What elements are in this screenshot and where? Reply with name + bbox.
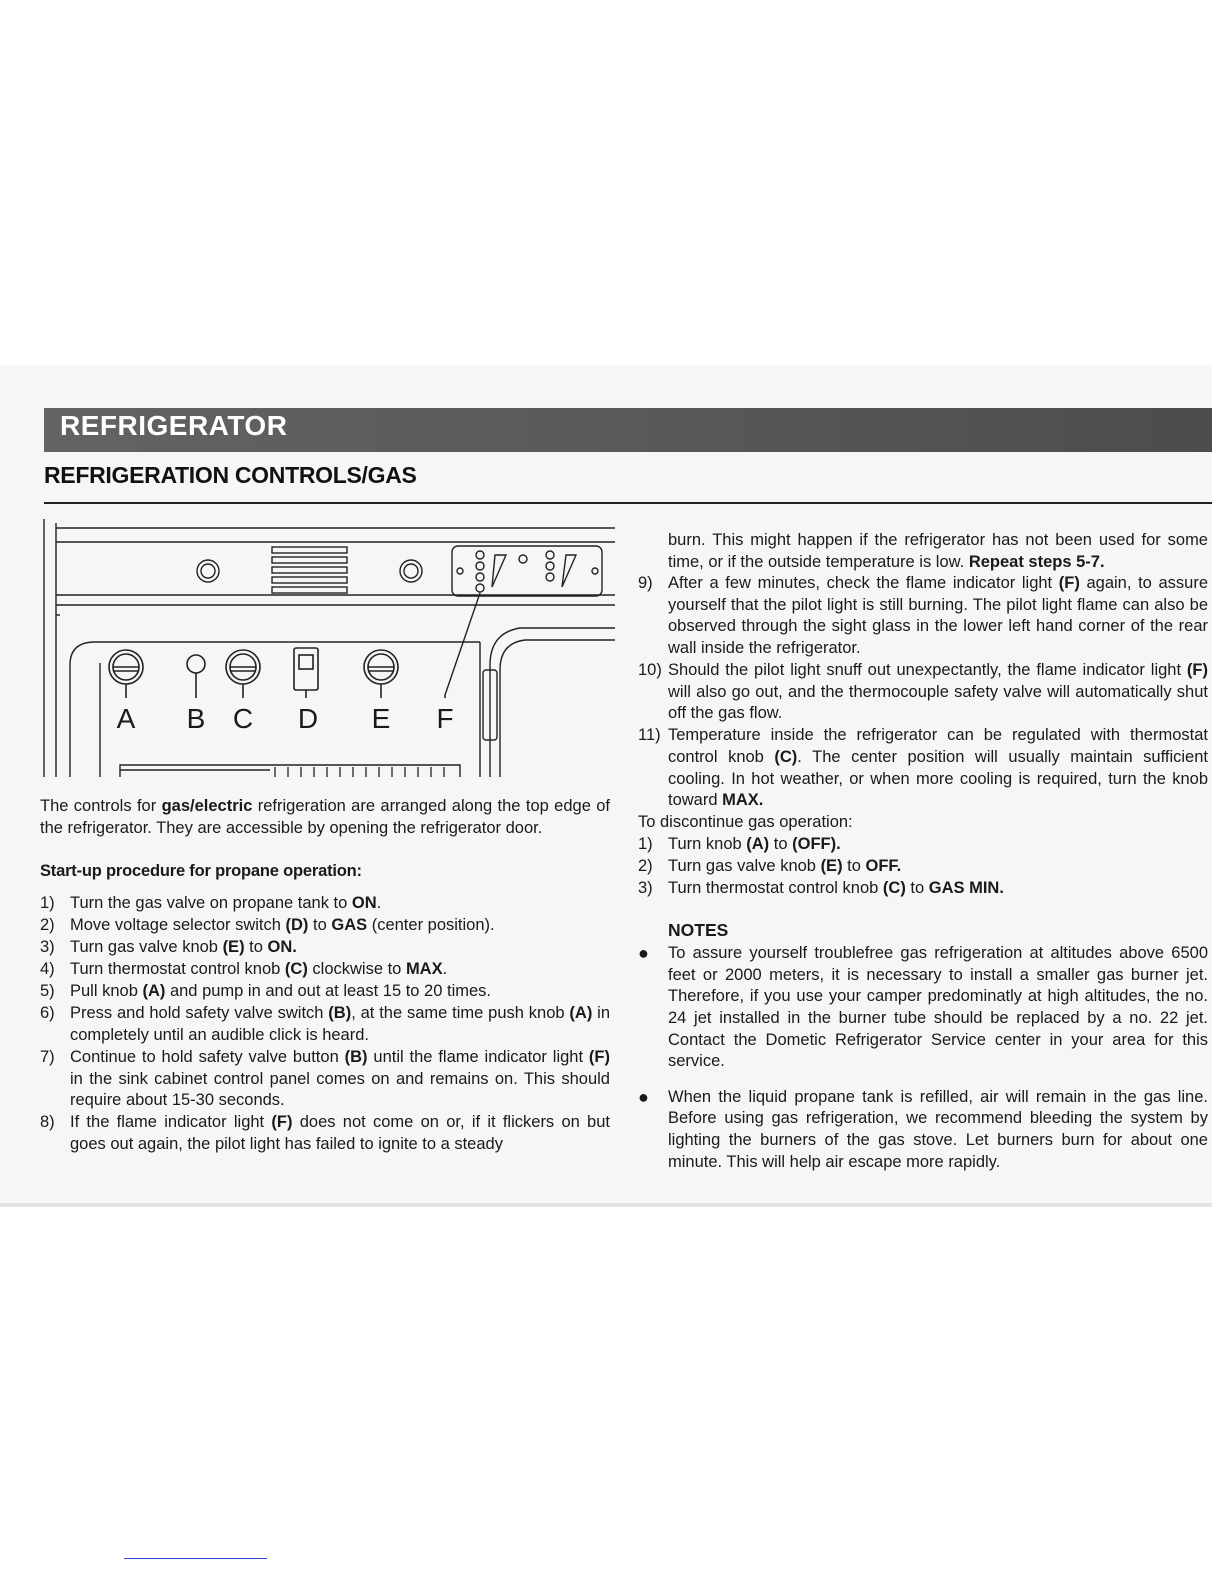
emphasis-text: (C)	[774, 747, 798, 766]
step-item	[40, 1003, 610, 1046]
emphasis-text: (B)	[344, 1047, 368, 1066]
refrigerator-controls-diagram	[40, 515, 620, 785]
body-text: will also go out, and the thermocouple safety valve will automatically shut off the gas flow.	[668, 682, 1208, 723]
bullet-icon: ●	[638, 943, 649, 964]
step-item	[40, 981, 610, 1003]
body-text: to	[905, 879, 929, 897]
emphasis-text: (C)	[284, 960, 308, 979]
footer-link-line	[124, 1558, 267, 1559]
body-text: Turn thermostat control knob	[668, 879, 883, 897]
body-text: Move voltage selector switch	[70, 915, 286, 934]
body-text: After a few minutes, check the flame indicator light	[668, 574, 1059, 593]
step-item	[40, 915, 610, 937]
emphasis-text: (D)	[285, 915, 309, 934]
startup-heading: Start-up procedure for propane operation:	[40, 862, 362, 881]
body-text: to	[842, 856, 866, 875]
step-text	[70, 959, 610, 981]
note-text: To assure yourself troublefree gas refrigeration at altitudes above 6500 feet or 2000 meters, it is necessary to install a smaller gas burner jet. Therefore, if you use your camper predominatly at high altitudes, the no. 24 jet installed in the burner tube should be replaced by a no. 22 jet. Contact the Dometic Refrigerator Service center in your area for this service.	[668, 944, 1208, 1071]
startup-steps-continued-list	[638, 573, 1208, 812]
intro-paragraph: The controls for gas/electric refrigeration are arranged along the top edge of the refrigerator. They are accessible by opening the refrigerator door.	[40, 797, 611, 837]
step-text	[668, 878, 1208, 900]
body-text: to	[769, 834, 793, 853]
emphasis-text: ON	[351, 893, 377, 912]
page-title: REFRIGERATION CONTROLS/GAS	[44, 462, 417, 488]
emphasis-text: (C)	[882, 879, 906, 897]
emphasis-text: Repeat steps 5-7.	[968, 552, 1105, 571]
body-text: in completely until an audible click is heard.	[70, 1004, 610, 1044]
emphasis-text: (A)	[569, 1004, 593, 1023]
body-text: in the sink cabinet control panel comes on and remains on. This should require about 15-30 seconds.	[70, 1069, 610, 1110]
emphasis-text: (A)	[142, 982, 166, 1001]
step-text	[70, 981, 610, 1003]
body-text: . The center position will usually maintain sufficient cooling. In hot weather, or when more cooling is required, turn the knob toward	[668, 747, 1208, 810]
notes-title: NOTES	[668, 919, 729, 940]
emphasis-text: (E)	[222, 937, 245, 956]
body-text: Continue to hold safety valve button	[70, 1047, 345, 1066]
body-text: does not come on or, if it flickers on but goes out again, the pilot light has failed to ignite to a steady	[70, 1113, 610, 1153]
label-b: B	[186, 703, 206, 734]
step-number: 11)	[638, 726, 661, 745]
body-text: Should the pilot light snuff out unexpectantly, the flame indicator light	[668, 661, 1187, 680]
discontinue-heading: To discontinue gas operation:	[638, 813, 853, 832]
step-number: 1)	[638, 834, 653, 853]
body-text: Temperature inside the refrigerator can be regulated with thermostat control knob	[668, 726, 1208, 766]
step-number: 9)	[638, 574, 653, 593]
body-text: to	[244, 937, 268, 956]
body-text: If the flame indicator light	[70, 1113, 272, 1132]
step-text	[70, 915, 610, 937]
discontinue-steps-list	[638, 834, 1208, 900]
emphasis-text: (B)	[328, 1004, 352, 1023]
note-item	[638, 943, 1208, 1073]
step-number: 5)	[40, 982, 55, 1001]
step-item	[638, 725, 1208, 811]
step-item	[40, 1047, 610, 1112]
banner-title: REFRIGERATOR	[60, 410, 288, 441]
note-text: When the liquid propane tank is refilled, air will remain in the gas line. Before using gas refrigeration, we recommend bleeding the system by lighting the burners of the gas stove. Let burners burn for about one minute. This will help air escape more rapidly.	[668, 1087, 1208, 1171]
step-text	[668, 573, 1208, 659]
step-item	[40, 1112, 610, 1155]
emphasis-text: (A)	[746, 834, 770, 853]
step-number: 6)	[40, 1004, 55, 1023]
body-text: until the flame indicator light	[367, 1047, 589, 1066]
step-number: 7)	[40, 1047, 55, 1066]
body-text: Turn gas valve knob	[668, 856, 821, 875]
step-item	[638, 573, 1208, 659]
step-number: 8)	[40, 1113, 55, 1132]
step-text	[668, 834, 1208, 856]
body-text: , at the same time push knob	[351, 1004, 570, 1023]
body-text: Turn thermostat control knob	[70, 960, 285, 979]
body-text: .	[442, 960, 448, 979]
step-text	[70, 893, 610, 915]
emphasis-text: (F)	[1186, 661, 1208, 680]
body-text: and pump in and out at least 15 to 20 times.	[165, 982, 492, 1001]
emphasis-text: GAS MIN.	[928, 879, 1004, 897]
note-item	[638, 1087, 1208, 1173]
emphasis-text: MAX.	[722, 791, 764, 810]
step-item	[638, 856, 1208, 878]
emphasis-text: MAX	[405, 960, 443, 979]
body-text: Pull knob	[70, 982, 143, 1001]
bullet-icon: ●	[638, 1086, 649, 1107]
step-number: 1)	[40, 893, 55, 912]
emphasis-text: (OFF).	[792, 834, 841, 853]
step-number: 4)	[40, 960, 55, 979]
step-text	[668, 725, 1208, 811]
label-e: E	[371, 703, 391, 734]
step-text	[70, 1003, 610, 1046]
step-number: 2)	[638, 856, 653, 875]
label-a: A	[116, 703, 136, 734]
emphasis-text: (E)	[820, 856, 843, 875]
body-text: Turn gas valve knob	[70, 937, 223, 956]
step-item	[638, 834, 1208, 856]
step-number: 2)	[40, 915, 55, 934]
body-text: Turn the gas valve on propane tank to	[70, 893, 352, 912]
title-rule	[44, 502, 1212, 504]
emphasis-text: GAS	[331, 915, 368, 934]
step-item	[40, 893, 610, 915]
right-column	[638, 530, 1208, 1187]
body-text: clockwise to	[307, 960, 406, 979]
step-number: 10)	[638, 661, 662, 680]
body-text: to	[308, 915, 332, 934]
emphasis-text: (F)	[271, 1113, 293, 1132]
step-item	[638, 660, 1208, 725]
notes-list	[638, 943, 1208, 1173]
left-column	[40, 796, 610, 1156]
step-text	[70, 1112, 610, 1155]
body-text: again, to assure yourself that the pilot light is still burning. The pilot light flame can also be observed through the sight glass in the lower left hand corner of the rear wall inside the refrigerator.	[668, 574, 1208, 657]
step-8-continuation	[668, 530, 1208, 573]
step-text	[668, 660, 1208, 725]
scan-edge	[0, 1203, 1212, 1207]
body-text: Turn knob	[668, 834, 747, 853]
label-d: D	[297, 703, 319, 734]
startup-steps-list	[40, 893, 610, 1156]
step-item	[40, 959, 610, 981]
emphasis-text: (F)	[1058, 574, 1080, 593]
step-item	[40, 937, 610, 959]
step-text	[70, 937, 610, 959]
label-f: F	[436, 703, 454, 734]
label-c: C	[232, 703, 254, 734]
step-number: 3)	[638, 879, 653, 897]
step-text	[70, 1047, 610, 1112]
body-text: Press and hold safety valve switch	[70, 1004, 329, 1023]
body-text: (center position).	[367, 915, 495, 934]
body-text: burn. This might happen if the refrigerator has not been used for some time, or if the outside temperature is low.	[668, 531, 1208, 571]
step-item	[638, 878, 1208, 900]
step-number: 3)	[40, 937, 55, 956]
step-text	[668, 856, 1208, 878]
emphasis-text: ON.	[267, 937, 297, 956]
emphasis-text: (F)	[588, 1047, 610, 1066]
emphasis-text: OFF.	[865, 856, 902, 875]
body-text: .	[376, 893, 382, 912]
